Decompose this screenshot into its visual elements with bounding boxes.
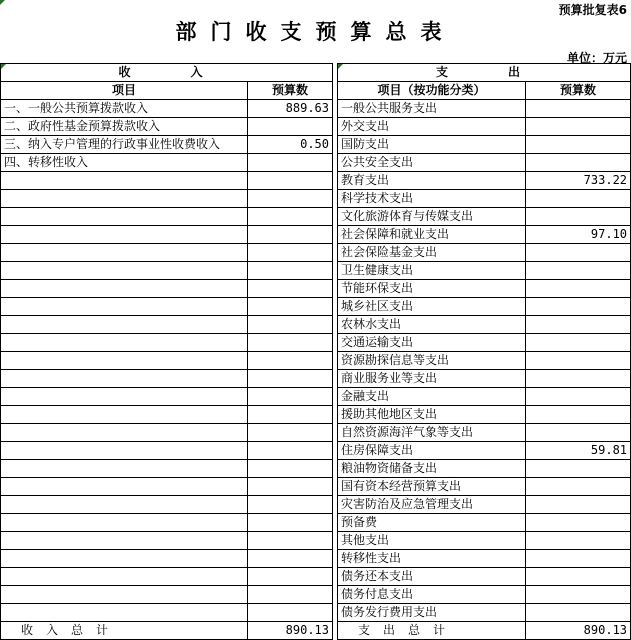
- income-item-cell: 一、一般公共预算拨款收入: [1, 100, 248, 118]
- expense-item-cell: 节能环保支出: [338, 280, 526, 298]
- income-amount-cell: [248, 514, 333, 532]
- expense-item-cell: 科学技术支出: [338, 190, 526, 208]
- expense-amount-cell: [526, 262, 631, 280]
- income-amount-cell: [248, 118, 333, 136]
- income-amount-cell: [248, 478, 333, 496]
- income-amount-cell: [248, 298, 333, 316]
- table-row: [1, 280, 631, 298]
- expense-item-cell: 债务发行费用支出: [338, 604, 526, 622]
- group-header-row: [1, 64, 631, 82]
- income-item-cell: [1, 586, 248, 604]
- expense-item-cell: 灾害防治及应急管理支出: [338, 496, 526, 514]
- unit-label: 单位：万元: [566, 51, 627, 65]
- income-item-cell: 四、转移性收入: [1, 154, 248, 172]
- expense-item-cell: 国有资本经营预算支出: [338, 478, 526, 496]
- table-row: [1, 154, 631, 172]
- income-item-cell: 二、政府性基金预算拨款收入: [1, 118, 248, 136]
- expense-total-amount: 890.13: [526, 622, 631, 640]
- cell-marker-icon: [0, 0, 5, 5]
- expense-item-cell: 文化旅游体育与传媒支出: [338, 208, 526, 226]
- income-item-cell: [1, 550, 248, 568]
- expense-item-cell: 一般公共服务支出: [338, 100, 526, 118]
- income-item-cell: [1, 172, 248, 190]
- expense-item-cell: 转移性支出: [338, 550, 526, 568]
- expense-item-cell: 社会保险基金支出: [338, 244, 526, 262]
- expense-item-cell: 援助其他地区支出: [338, 406, 526, 424]
- table-row: [1, 208, 631, 226]
- income-group-header: 收 入: [1, 64, 333, 82]
- income-item-cell: [1, 298, 248, 316]
- table-row: [1, 118, 631, 136]
- income-amount-cell: [248, 370, 333, 388]
- expense-amount-cell: [526, 532, 631, 550]
- expense-amount-cell: 97.10: [526, 226, 631, 244]
- income-item-cell: [1, 496, 248, 514]
- expense-amount-cell: [526, 208, 631, 226]
- expense-item-cell: 债务还本支出: [338, 568, 526, 586]
- income-amount-cell: [248, 262, 333, 280]
- expense-item-cell: 其他支出: [338, 532, 526, 550]
- income-item-cell: [1, 226, 248, 244]
- table-row: [1, 388, 631, 406]
- income-amount-cell: [248, 442, 333, 460]
- expense-item-cell: 农林水支出: [338, 316, 526, 334]
- income-item-cell: [1, 334, 248, 352]
- income-item-cell: [1, 532, 248, 550]
- table-row: [1, 496, 631, 514]
- expense-item-cell: 卫生健康支出: [338, 262, 526, 280]
- income-item-cell: [1, 316, 248, 334]
- expense-amount-cell: [526, 334, 631, 352]
- income-item-cell: [1, 460, 248, 478]
- income-amount-cell: [248, 550, 333, 568]
- table-row: [1, 262, 631, 280]
- income-amount-cell: [248, 190, 333, 208]
- income-item-cell: [1, 280, 248, 298]
- expense-item-cell: 城乡社区支出: [338, 298, 526, 316]
- expense-item-cell: 教育支出: [338, 172, 526, 190]
- income-item-cell: [1, 442, 248, 460]
- income-item-cell: [1, 424, 248, 442]
- income-amount-cell: [248, 280, 333, 298]
- income-amount-cell: 889.63: [248, 100, 333, 118]
- table-row: [1, 136, 631, 154]
- expense-amount-cell: [526, 244, 631, 262]
- income-item-cell: [1, 208, 248, 226]
- expense-amount-cell: [526, 514, 631, 532]
- income-amount-cell: [248, 316, 333, 334]
- income-item-header: 项目: [1, 82, 248, 100]
- expense-amount-cell: [526, 280, 631, 298]
- expense-amount-cell: [526, 298, 631, 316]
- column-header-row: [1, 82, 631, 100]
- table-row: [1, 316, 631, 334]
- table-row: [1, 244, 631, 262]
- income-amount-cell: [248, 334, 333, 352]
- expense-amount-cell: 733.22: [526, 172, 631, 190]
- income-amount-cell: [248, 172, 333, 190]
- income-item-cell: [1, 406, 248, 424]
- expense-amount-cell: [526, 604, 631, 622]
- expense-amount-cell: [526, 478, 631, 496]
- income-item-cell: 三、纳入专户管理的行政事业性收费收入: [1, 136, 248, 154]
- table-row: [1, 298, 631, 316]
- table-row: [1, 226, 631, 244]
- table-row: [1, 190, 631, 208]
- expense-item-cell: 交通运输支出: [338, 334, 526, 352]
- expense-item-cell: 粮油物资储备支出: [338, 460, 526, 478]
- income-item-cell: [1, 568, 248, 586]
- expense-amount-cell: [526, 406, 631, 424]
- table-row: [1, 406, 631, 424]
- income-amount-cell: [248, 604, 333, 622]
- income-item-cell: [1, 190, 248, 208]
- income-item-cell: [1, 388, 248, 406]
- table-row: [1, 334, 631, 352]
- table-row: [1, 586, 631, 604]
- totals-row: [1, 622, 631, 640]
- expense-amount-cell: [526, 118, 631, 136]
- expense-item-cell: 金融支出: [338, 388, 526, 406]
- income-item-cell: [1, 478, 248, 496]
- table-row: [1, 100, 631, 118]
- expense-item-header: 项目（按功能分类）: [338, 82, 526, 100]
- table-row: [1, 352, 631, 370]
- expense-item-cell: 国防支出: [338, 136, 526, 154]
- budget-table: [0, 63, 631, 640]
- income-amount-cell: [248, 244, 333, 262]
- expense-item-cell: 商业服务业等支出: [338, 370, 526, 388]
- expense-amount-cell: 59.81: [526, 442, 631, 460]
- income-total-label: 收入总计: [1, 622, 248, 640]
- table-row: [1, 550, 631, 568]
- expense-item-cell: 预备费: [338, 514, 526, 532]
- page-title: 部门收支预算总表: [175, 19, 456, 44]
- expense-total-label: 支出总计: [338, 622, 526, 640]
- expense-item-cell: 债务付息支出: [338, 586, 526, 604]
- table-row: [1, 172, 631, 190]
- form-number: 预算批复表6: [558, 3, 627, 17]
- expense-amount-cell: [526, 388, 631, 406]
- income-amount-cell: 0.50: [248, 136, 333, 154]
- table-row: [1, 604, 631, 622]
- income-total-amount: 890.13: [248, 622, 333, 640]
- expense-item-cell: 住房保障支出: [338, 442, 526, 460]
- income-item-cell: [1, 514, 248, 532]
- expense-amount-cell: [526, 370, 631, 388]
- expense-amount-cell: [526, 568, 631, 586]
- income-amount-cell: [248, 352, 333, 370]
- income-amount-header: 预算数: [248, 82, 333, 100]
- expense-amount-cell: [526, 586, 631, 604]
- income-amount-cell: [248, 424, 333, 442]
- table-row: [1, 442, 631, 460]
- income-amount-cell: [248, 388, 333, 406]
- income-item-cell: [1, 262, 248, 280]
- income-amount-cell: [248, 568, 333, 586]
- income-amount-cell: [248, 208, 333, 226]
- expense-amount-cell: [526, 352, 631, 370]
- income-amount-cell: [248, 496, 333, 514]
- income-amount-cell: [248, 460, 333, 478]
- expense-item-cell: 外交支出: [338, 118, 526, 136]
- expense-amount-cell: [526, 424, 631, 442]
- expense-amount-cell: [526, 496, 631, 514]
- table-row: [1, 514, 631, 532]
- income-amount-cell: [248, 226, 333, 244]
- table-row: [1, 460, 631, 478]
- table-row: [1, 532, 631, 550]
- income-amount-cell: [248, 154, 333, 172]
- income-item-cell: [1, 604, 248, 622]
- expense-amount-cell: [526, 100, 631, 118]
- income-item-cell: [1, 352, 248, 370]
- income-item-cell: [1, 244, 248, 262]
- cell-marker-icon: [338, 64, 343, 69]
- cell-marker-icon: [1, 64, 6, 69]
- expense-amount-cell: [526, 550, 631, 568]
- expense-amount-cell: [526, 136, 631, 154]
- expense-amount-cell: [526, 190, 631, 208]
- income-amount-cell: [248, 406, 333, 424]
- expense-item-cell: 公共安全支出: [338, 154, 526, 172]
- table-row: [1, 424, 631, 442]
- income-item-cell: [1, 370, 248, 388]
- expense-amount-cell: [526, 460, 631, 478]
- expense-amount-header: 预算数: [526, 82, 631, 100]
- table-row: [1, 478, 631, 496]
- expense-amount-cell: [526, 154, 631, 172]
- expense-amount-cell: [526, 316, 631, 334]
- expense-item-cell: 自然资源海洋气象等支出: [338, 424, 526, 442]
- income-amount-cell: [248, 586, 333, 604]
- income-amount-cell: [248, 532, 333, 550]
- expense-item-cell: 社会保障和就业支出: [338, 226, 526, 244]
- expense-group-header: 支 出: [338, 64, 631, 82]
- expense-item-cell: 资源勘探信息等支出: [338, 352, 526, 370]
- table-row: [1, 568, 631, 586]
- table-row: [1, 370, 631, 388]
